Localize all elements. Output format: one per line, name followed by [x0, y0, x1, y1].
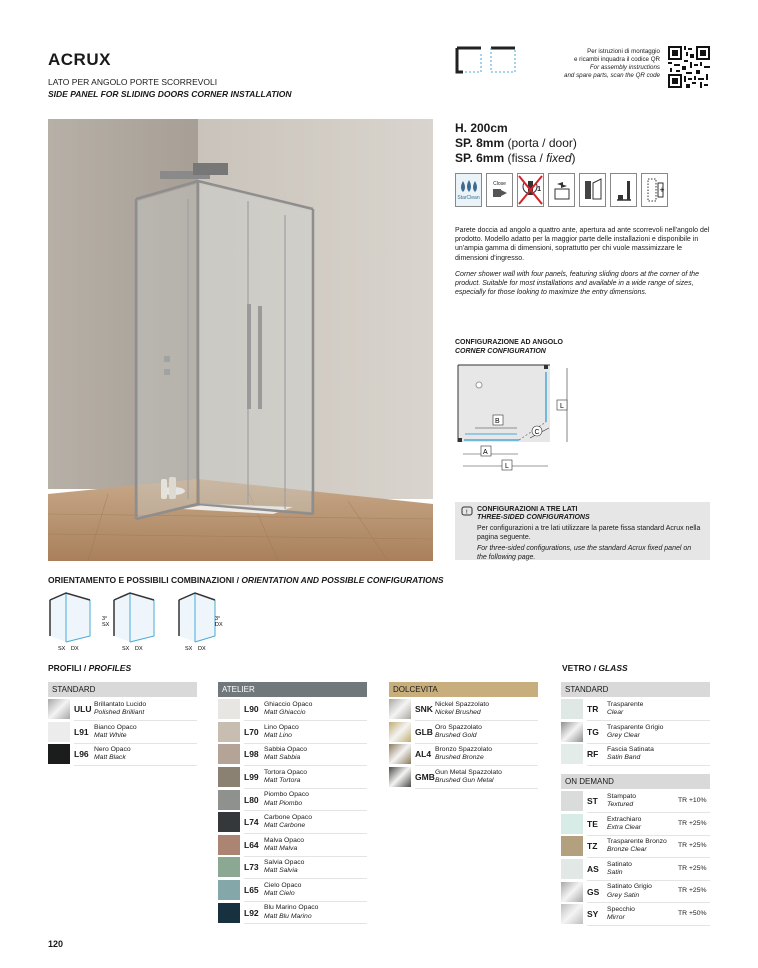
page-title: ACRUX — [48, 50, 111, 69]
finish-code: L96 — [74, 749, 89, 760]
finish-name-it: Satinato Grigio — [607, 883, 652, 891]
qr-text-en-1: For assembly instructions — [589, 64, 660, 71]
color-swatch — [389, 767, 411, 787]
soft-close-icon — [486, 173, 513, 207]
specs — [455, 121, 577, 166]
profiles-heading: PROFILI / PROFILES — [48, 663, 132, 673]
orientation-title-en: ORIENTATION AND POSSIBLE CONFIGURATIONS — [241, 575, 444, 585]
finish-name-it: Bianco Opaco — [94, 723, 137, 731]
finish-code: RF — [587, 749, 599, 760]
finish-name-it: Nero Opaco — [94, 746, 131, 754]
group-header-standard: STANDARD — [561, 682, 710, 697]
finish-name-it: Piombo Opaco — [264, 791, 309, 799]
finish-name-it: Blu Marino Opaco — [264, 904, 319, 912]
price-surcharge: TR +25% — [678, 887, 707, 895]
spec-height: H. 200cm — [455, 121, 508, 135]
finish-code: L98 — [244, 749, 259, 760]
finish-code: SY — [587, 909, 599, 920]
finish-code: L73 — [244, 862, 259, 873]
color-swatch — [48, 744, 70, 764]
finish-name-it: Carbone Opaco — [264, 813, 312, 821]
three-sided-text-en: For three-sided configurations, use the standard Acrux fixed panel on the following page. — [477, 545, 692, 561]
color-swatch — [561, 814, 583, 834]
finish-code: TG — [587, 726, 599, 737]
qr-code-icon[interactable] — [668, 46, 710, 88]
swatch-row — [389, 766, 538, 789]
finish-name — [607, 838, 667, 855]
finish-name-it: Trasparente Grigio — [607, 723, 664, 731]
configuration-title — [455, 338, 563, 356]
color-swatch — [389, 722, 411, 742]
swatch-row — [218, 788, 367, 811]
price-surcharge: TR +25% — [678, 864, 707, 872]
finish-name-en: Matt Salvia — [264, 867, 298, 875]
finish-name — [435, 769, 502, 786]
height-adjust-icon — [610, 173, 637, 207]
close-label: Close — [493, 181, 506, 187]
finish-name — [264, 837, 304, 854]
color-swatch — [561, 699, 583, 719]
spec-fixed-thickness: SP. 6mm (fissa / fixed) — [455, 151, 576, 165]
finish-name-en: Nickel Brushed — [435, 709, 481, 717]
description-en: Corner shower wall with four panels, featuring sliding doors at the corner of the product. Suitable for most installations and available in a wide range of sizes, especially for those looking to maximize the entry dimensions. — [455, 270, 699, 297]
finish-name-it: Specchio — [607, 905, 635, 913]
svg-text:SX: SX — [185, 646, 193, 652]
finish-name — [94, 746, 131, 763]
swatch-row — [218, 856, 367, 879]
swatch-row — [218, 698, 367, 721]
finish-name — [264, 769, 307, 786]
finish-name-it: Cielo Opaco — [264, 881, 302, 889]
finish-name — [264, 882, 301, 899]
finish-code: TE — [587, 818, 598, 829]
finish-name-en: Matt Sabbia — [264, 754, 301, 762]
color-swatch — [218, 857, 240, 877]
color-swatch — [218, 744, 240, 764]
info-icon — [461, 506, 473, 518]
finish-name — [607, 816, 641, 833]
finish-name-en: Satin — [607, 869, 623, 877]
finish-code: AL4 — [415, 749, 432, 760]
finish-name-it: Ghiaccio Opaco — [264, 700, 313, 708]
finish-name-it: Oro Spazzolato — [435, 723, 482, 731]
svg-text:SX: SX — [58, 646, 66, 652]
row-divider — [587, 925, 710, 926]
description-it: Parete doccia ad angolo a quattro ante, apertura ad ante scorrevoli nell'angolo del prodotto. Modello adatto per la maggior parte delle installazioni e disponibile in un'ampia gamma di dimensioni, soprattutto per chi vuole massimizzare le dimensioni d'ingresso. — [455, 227, 710, 262]
finish-name-en: Matt White — [94, 731, 127, 739]
sliding-door-icon — [548, 173, 575, 207]
finish-name — [264, 746, 307, 763]
finish-name — [607, 906, 635, 923]
reversible-number: 1 — [537, 186, 541, 193]
svg-text:DX: DX — [135, 646, 143, 652]
swatch-row — [218, 766, 367, 789]
finish-name-en: Grey Satin — [607, 891, 640, 899]
finish-code: AS — [587, 864, 599, 875]
svg-text:+: + — [658, 186, 665, 194]
finish-name-en: Grey Clear — [607, 731, 640, 739]
swatch-row — [48, 743, 197, 766]
finish-name — [435, 724, 482, 741]
color-swatch — [48, 722, 70, 742]
row-divider — [244, 923, 367, 924]
color-swatch — [218, 835, 240, 855]
starclean-label: StarClean — [457, 195, 480, 201]
qr-text-it-1: Per istruzioni di montaggio — [587, 48, 660, 55]
finish-code: L64 — [244, 839, 259, 850]
extension-profile-icon — [641, 173, 668, 207]
finish-name-it: Gun Metal Spazzolato — [435, 768, 502, 776]
swatch-row — [218, 743, 367, 766]
color-swatch — [218, 812, 240, 832]
finish-name — [435, 701, 489, 718]
finish-code: GMB — [415, 772, 435, 783]
profiles-heading-en: PROFILES — [88, 663, 132, 673]
color-swatch — [389, 699, 411, 719]
color-swatch — [561, 904, 583, 924]
group-header-dolcevita: DOLCEVITA — [389, 682, 538, 697]
dim-label-c: C — [534, 429, 540, 436]
three-sided-title-en: THREE-SIDED CONFIGURATIONS — [477, 514, 590, 521]
price-surcharge: TR +25% — [678, 842, 707, 850]
color-swatch — [561, 882, 583, 902]
finish-name-en: Matt Lino — [264, 731, 292, 739]
finish-name — [264, 724, 299, 741]
orientation-diagram-1 — [46, 590, 96, 650]
corner-configuration-diagram — [455, 362, 585, 474]
orientation-title: ORIENTAMENTO E POSSIBILI COMBINAZIONI / ORIENTATION AND POSSIBLE CONFIGURATIONS — [48, 575, 444, 585]
finish-name-en: Matt Carbone — [264, 822, 306, 830]
finish-name — [607, 724, 663, 741]
swatch-row — [218, 721, 367, 744]
finish-name — [264, 791, 309, 808]
finish-name — [607, 883, 652, 900]
swatch-row — [389, 743, 538, 766]
pivot-panel-icon — [579, 173, 606, 207]
finish-name — [264, 701, 312, 718]
group-header-on-demand: ON DEMAND — [561, 774, 710, 789]
color-swatch — [218, 722, 240, 742]
product-photo — [48, 119, 433, 561]
finish-code: L74 — [244, 817, 259, 828]
configuration-title-en: CORNER CONFIGURATION — [455, 348, 546, 355]
swatch-row — [218, 834, 367, 857]
finish-name — [94, 701, 146, 718]
finish-code: TR — [587, 704, 599, 715]
svg-text:DX: DX — [198, 646, 206, 652]
finish-name-en: Matt Tortora — [264, 777, 301, 785]
group-header-atelier: ATELIER — [218, 682, 367, 697]
finish-name-en: Bronze Clear — [607, 846, 647, 854]
finish-code: L91 — [74, 726, 89, 737]
row-divider — [587, 765, 710, 766]
swatch-row — [561, 698, 710, 721]
dim-label-l-bottom: L — [505, 463, 509, 470]
finish-name-it: Extrachiaro — [607, 815, 642, 823]
dim-label-a: A — [483, 449, 488, 456]
finish-code: ULU — [74, 704, 92, 715]
group-header-standard: STANDARD — [48, 682, 197, 697]
finish-name — [607, 793, 636, 810]
finish-code: SNK — [415, 704, 433, 715]
swatch-row — [218, 901, 367, 924]
qr-text-en-2: and spare parts, scan the QR code — [564, 72, 660, 79]
swatch-row — [218, 811, 367, 834]
reversible-crossed-icon — [517, 173, 544, 207]
dim-label-b: B — [495, 418, 500, 425]
finish-name-en: Mirror — [607, 914, 625, 922]
finish-code: L90 — [244, 704, 259, 715]
svg-text:3°: 3° — [215, 616, 221, 622]
orientation-diagram-3 — [175, 590, 225, 650]
glass-heading-en: GLASS — [598, 663, 628, 673]
swatch-row — [218, 879, 367, 902]
finish-code: GLB — [415, 726, 433, 737]
swatch-row — [389, 698, 538, 721]
color-swatch — [48, 699, 70, 719]
swatch-row — [48, 698, 197, 721]
finish-name — [94, 724, 137, 741]
row-divider — [74, 765, 197, 766]
glass-heading: VETRO / GLASS — [562, 663, 628, 673]
finish-name-it: Brillantato Lucido — [94, 700, 147, 708]
svg-text:!: ! — [466, 510, 468, 516]
orientation-diagram-2 — [102, 590, 158, 652]
color-swatch — [218, 903, 240, 923]
svg-text:SX: SX — [122, 646, 130, 652]
three-sided-text-it: Per configurazioni a tre lati utilizzare la parete fissa standard Acrux nella pagina seguente. — [477, 525, 701, 541]
finish-name-en: Brushed Gun Metal — [435, 777, 494, 785]
qr-instructions — [540, 48, 660, 80]
color-swatch — [389, 744, 411, 764]
finish-name-it: Malva Opaco — [264, 836, 305, 844]
color-swatch — [561, 722, 583, 742]
price-surcharge: TR +25% — [678, 819, 707, 827]
finish-name — [264, 859, 304, 876]
finish-name-en: Brushed Bronze — [435, 754, 484, 762]
color-swatch — [218, 767, 240, 787]
subtitle-it: LATO PER ANGOLO PORTE SCORREVOLI — [48, 77, 218, 87]
finish-code: ST — [587, 796, 598, 807]
finish-name-it: Trasparente — [607, 700, 644, 708]
subtitle-en: SIDE PANEL FOR SLIDING DOORS CORNER INSTALLATION — [48, 89, 292, 99]
finish-name — [607, 861, 632, 878]
svg-text:SX: SX — [102, 622, 110, 628]
finish-name-it: Bronzo Spazzolato — [435, 746, 493, 754]
finish-name-en: Clear — [607, 709, 624, 717]
finish-name — [607, 701, 643, 718]
svg-text:DX: DX — [215, 622, 223, 628]
svg-text:DX: DX — [71, 646, 79, 652]
spec-door-note: (porta / door) — [507, 136, 577, 150]
finish-name-it: Sabbia Opaco — [264, 746, 308, 754]
starclean-icon — [455, 173, 482, 207]
finish-name-en: Satin Band — [607, 754, 641, 762]
color-swatch — [561, 859, 583, 879]
swatch-row — [561, 721, 710, 744]
finish-name — [435, 746, 492, 763]
finish-name-en: Textured — [607, 801, 634, 809]
finish-name — [264, 814, 312, 831]
finish-code: L80 — [244, 794, 259, 805]
installation-type-icons — [455, 46, 517, 79]
color-swatch — [561, 791, 583, 811]
feature-icons — [455, 173, 668, 207]
swatch-row — [389, 721, 538, 744]
three-sided-note — [455, 502, 710, 560]
finish-name-it: Trasparente Bronzo — [607, 838, 667, 846]
finish-code: L99 — [244, 772, 259, 783]
finish-name — [264, 904, 318, 921]
finish-name-it: Stampato — [607, 792, 637, 800]
finish-name-en: Matt Cielo — [264, 890, 295, 898]
color-swatch — [218, 699, 240, 719]
finish-name-it: Satinato — [607, 860, 632, 868]
swatch-row — [48, 721, 197, 744]
finish-name — [607, 746, 654, 763]
finish-code: L65 — [244, 885, 259, 896]
color-swatch — [218, 790, 240, 810]
finish-code: L70 — [244, 726, 259, 737]
finish-name-it: Salvia Opaco — [264, 859, 305, 867]
finish-name-en: Matt Malva — [264, 844, 298, 852]
finish-name-en: Matt Ghiaccio — [264, 709, 306, 717]
price-surcharge: TR +10% — [678, 797, 707, 804]
finish-name-en: Extra Clear — [607, 823, 641, 831]
finish-name-it: Lino Opaco — [264, 723, 299, 731]
swatch-row — [561, 743, 710, 766]
page-number: 120 — [48, 939, 64, 949]
finish-name-en: Matt Black — [94, 754, 126, 762]
color-swatch — [561, 836, 583, 856]
finish-name-en: Brushed Gold — [435, 731, 477, 739]
price-surcharge: TR +50% — [678, 910, 707, 917]
color-swatch — [561, 744, 583, 764]
finish-code: TZ — [587, 841, 598, 852]
color-swatch — [218, 880, 240, 900]
finish-name-it: Nickel Spazzolato — [435, 700, 490, 708]
finish-name-en: Polished Brilliant — [94, 709, 145, 717]
finish-name-it: Tortora Opaco — [264, 768, 308, 776]
finish-code: GS — [587, 886, 600, 897]
row-divider — [415, 788, 538, 789]
finish-name-en: Matt Blu Marino — [264, 912, 312, 920]
dim-label-l-right: L — [560, 403, 564, 410]
configuration-title-it: CONFIGURAZIONE AD ANGOLO — [455, 339, 563, 346]
finish-name-en: Matt Piombo — [264, 799, 303, 807]
three-sided-title-it: CONFIGURAZIONI A TRE LATI — [477, 506, 578, 513]
svg-text:3°: 3° — [102, 616, 108, 622]
finish-name-it: Fascia Satinata — [607, 746, 654, 754]
spec-door-thickness: SP. 8mm (porta / door) — [455, 136, 577, 150]
product-description — [455, 226, 710, 304]
finish-code: L92 — [244, 907, 259, 918]
qr-text-it-2: e ricambi inquadra il codice QR — [574, 56, 660, 63]
